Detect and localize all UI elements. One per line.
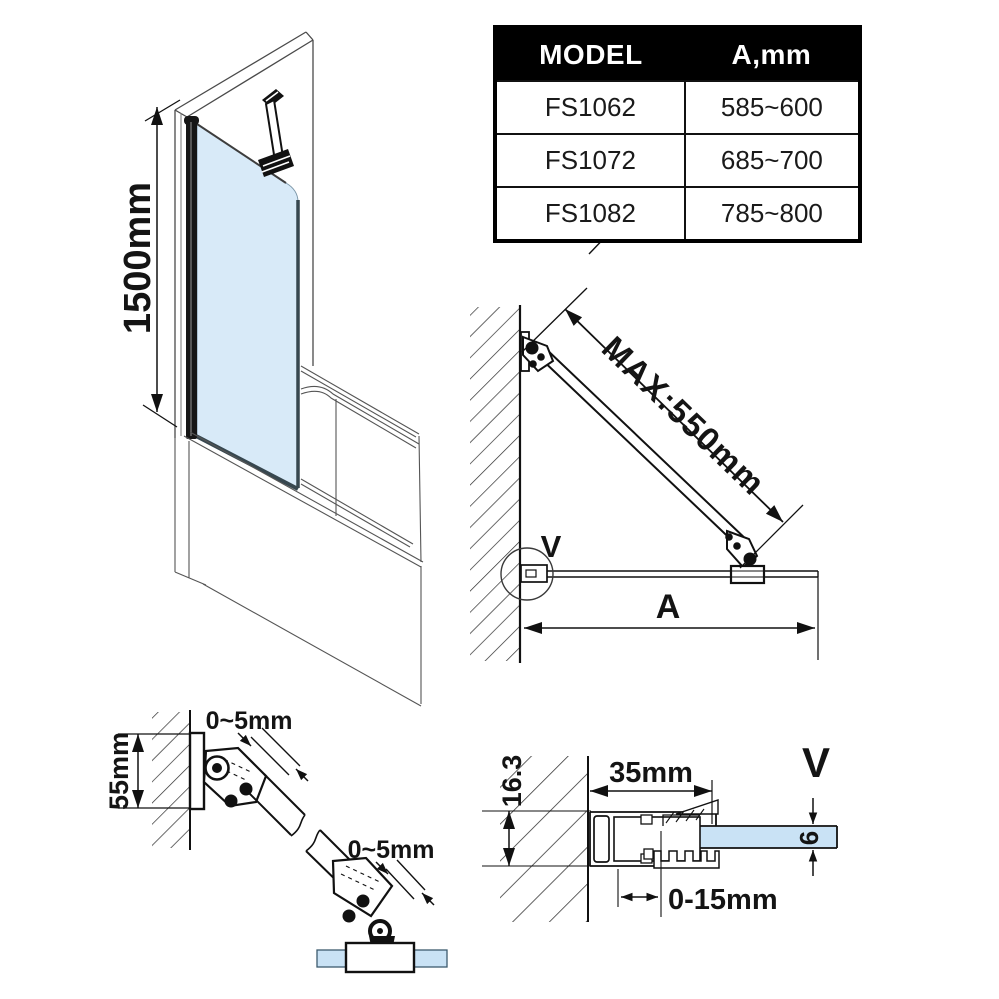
bar-break-wave-1 <box>291 815 305 836</box>
upper-screw-2 <box>225 795 238 808</box>
model-cell: FS1072 <box>495 134 685 187</box>
table-row <box>495 134 860 187</box>
lower-adjust-label: 0~5mm <box>347 836 435 864</box>
top-plan-view <box>470 288 818 663</box>
upper-gap-arrow-2 <box>296 769 308 781</box>
col-header-model: MODEL <box>495 27 685 81</box>
lower-gap-arrow-2 <box>422 893 434 905</box>
height-dimension <box>117 100 180 427</box>
detail-marker-label: V <box>540 529 562 564</box>
wall-plate-height-label: 55mm <box>104 731 134 811</box>
wall-top-edges <box>175 32 313 117</box>
spec-table <box>493 25 862 243</box>
hinge-detail-view <box>104 707 447 972</box>
profile-left-channel <box>594 816 609 862</box>
horizontal-adjust-label: 0-15mm <box>668 884 778 916</box>
a-mm-cell: 585~600 <box>685 81 860 134</box>
col-header-a-mm: A,mm <box>685 27 860 81</box>
a-mm-cell: 785~800 <box>685 187 860 241</box>
model-cell: FS1062 <box>495 81 685 134</box>
hinge-wall-hatch <box>152 712 190 848</box>
table-row <box>495 81 860 134</box>
max-length-label: MAX:550mm <box>595 328 773 503</box>
wall-profile-plan <box>521 565 547 582</box>
height-label: 1500mm <box>117 181 159 335</box>
upper-pivot-dot <box>212 763 222 773</box>
glass-bracket-screw-2 <box>725 533 733 541</box>
glass-thickness-label: 6 <box>794 830 824 846</box>
hinge-glass-clamp <box>346 943 414 972</box>
lower-pivot-dot <box>377 928 383 934</box>
dim-ext-bottom <box>143 405 177 427</box>
lower-screw-1 <box>357 895 370 908</box>
v-detail-view <box>482 739 837 922</box>
glass-panel <box>197 124 298 488</box>
tub-near-rim <box>184 432 423 567</box>
model-cell: FS1082 <box>495 187 685 241</box>
max-dim-ext-bottom <box>740 505 803 568</box>
glass-clamp-plan <box>731 566 764 583</box>
upper-adjust-label: 0~5mm <box>205 707 293 735</box>
a-mm-cell: 685~700 <box>685 134 860 187</box>
profile-width-label: 35mm <box>609 757 693 789</box>
glass-pivot <box>744 553 757 566</box>
table-row <box>495 187 860 241</box>
front-isometric-view <box>117 32 423 706</box>
glass-bracket-screw-1 <box>733 542 741 550</box>
recess-label: 16.3 <box>497 754 527 808</box>
comb-hook <box>644 849 653 859</box>
bar-edge-upper <box>264 774 357 867</box>
profile-notch-top <box>641 815 652 824</box>
tub-far-rim <box>301 366 419 437</box>
tub-right-edges <box>419 436 421 704</box>
lower-gap-lines <box>386 860 425 899</box>
hinge-wall-plate <box>190 733 204 809</box>
wall-pivot <box>526 342 539 355</box>
lower-screw-2 <box>343 910 356 923</box>
a-width-label: A <box>655 588 681 626</box>
bar-break-wave-2 <box>306 830 320 851</box>
glass-plan-lines <box>546 571 818 577</box>
support-bar-iso <box>258 89 294 177</box>
tub-inner-corner <box>301 386 419 448</box>
tub-basin-near-edge <box>301 479 413 547</box>
wall-bracket-screw-1 <box>537 353 545 361</box>
v-detail-title: V <box>801 739 831 786</box>
wall-bracket-screw-2 <box>529 360 537 368</box>
profile-section <box>590 800 719 868</box>
wall-hatch <box>470 307 520 661</box>
spec-table-header-row <box>495 27 860 81</box>
